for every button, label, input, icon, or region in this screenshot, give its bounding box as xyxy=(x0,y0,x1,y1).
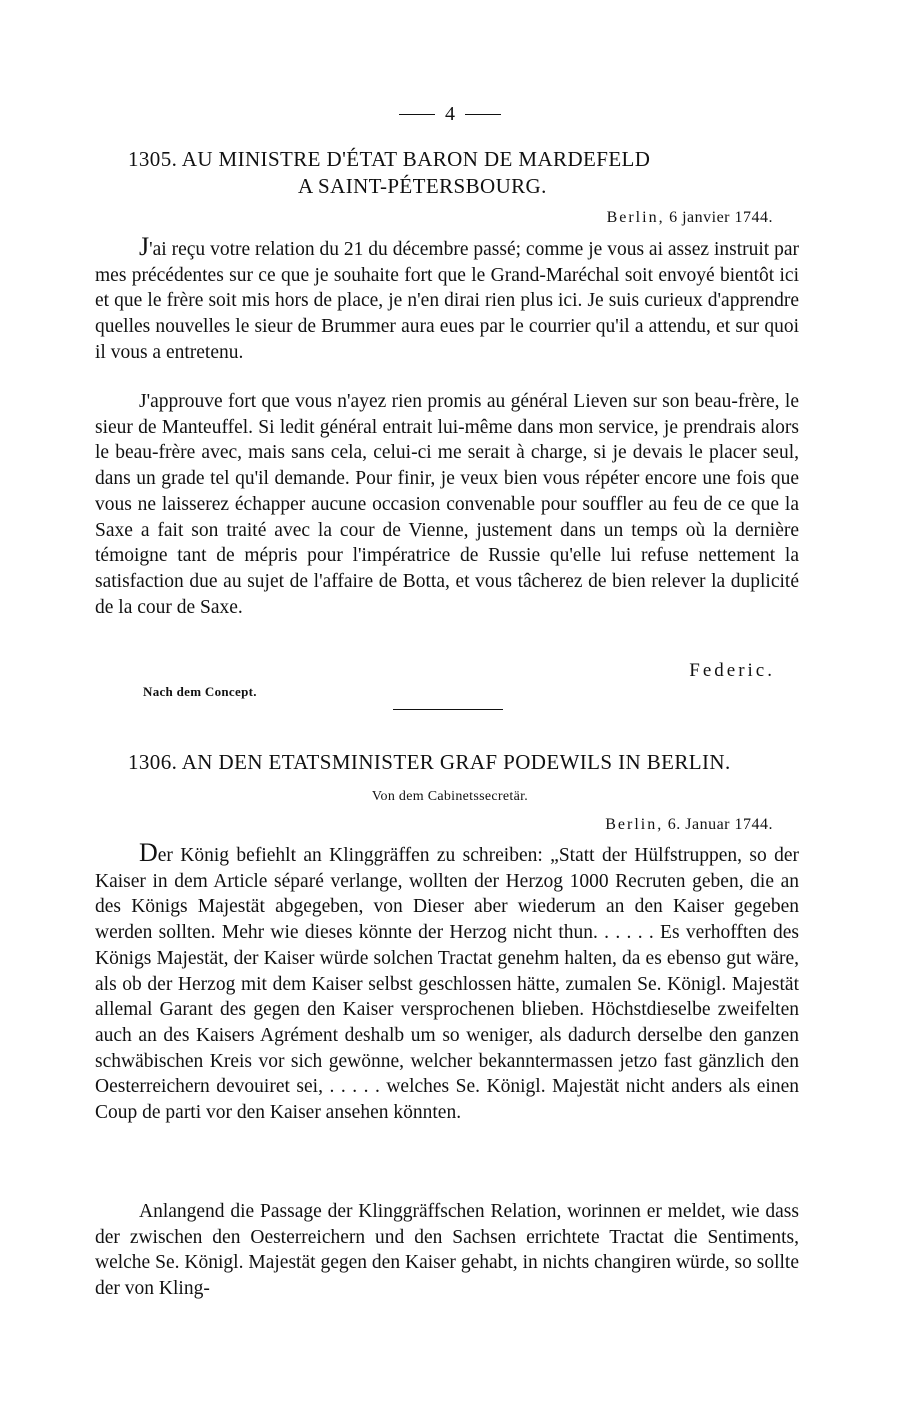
letter-1305-date: 6 janvier 1744. xyxy=(669,209,773,226)
letter-1305-title-text: AU MINISTRE D'ÉTAT BARON DE MARDEFELD xyxy=(181,147,651,171)
letter-1306-initial: D xyxy=(139,838,158,867)
letter-1306-paragraph-1-text: er König befiehlt an Klinggräffen zu schreiben: „Statt der Hülfstruppen, so der Kaiser in dem Article séparé verlange, wollten der Herzog 1000 Recruten geben, die an des Königs Majestät abgegeben, von Dieser aber wiederum an den Kaiser gegeben werden sollten. Mehr wie dieses könnte der Herzog nicht thun. . . . . . Es verhofften des Königs Majestät, der Kaiser würde solchen Tractat genehm halten, da es ebenso gut wäre, als ob der Herzog mit dem Kaiser selbst geschlossen hätte, zumalen Se. Königl. Majestät allemal Garant des gegen den Kaiser versprochenen blieben. Höchstdieselbe zweifelten auch an des Kaisers Agrément deshalb um so weniger, als dadurch derselbe den ganzen schwäbischen Kreis vor sich gewönne, welcher bekanntermassen jetzo fast gänzlich den Oesterreichern devouiret sei, . . . . . welches Se. Königl. Majestät nicht anders als einen Coup de parti vor den Kaiser ansehen könnten. xyxy=(95,845,799,1124)
page-number-text: 4 xyxy=(445,103,455,125)
letter-1305-number: 1305. xyxy=(128,147,178,171)
letter-1305-source-note: Nach dem Concept. xyxy=(143,684,257,699)
letter-1305-title xyxy=(128,146,800,200)
letter-1306-dateline xyxy=(605,816,773,834)
letter-1305-date-place: Berlin, xyxy=(606,209,665,226)
letter-1306-title: 1306. AN DEN ETATSMINISTER GRAF PODEWILS IN BERLIN. xyxy=(128,750,731,774)
letter-1305-dateline xyxy=(607,209,773,227)
letter-1306-date-place: Berlin, xyxy=(605,816,664,833)
letter-1305-title-line1 xyxy=(128,146,800,173)
letter-1305-initial: J xyxy=(139,232,150,261)
letter-1306-paragraph-2: Anlangend die Passage der Klinggräffschen Relation, worinnen er meldet, wie dass der zwischen den Oesterreichern und den Sachsen errichtete Tractat die Sentiments, welche Se. Königl. Majestät gegen den Kaiser gehabt, in nichts changiren würde, so sollte der von Kling- xyxy=(95,1201,799,1300)
letter-1305-paragraph-1-text: 'ai reçu votre relation du 21 du décembre passé; comme je vous ai assez instruit par mes précédentes sur ce que je souhaite fort que le Grand-Maréchal soit envoyé bientôt ici et que le frère soit mis hors de place, je n'en dirai rien plus ici. Je suis curieux d'apprendre quelles nouvelles le sieur de Brummer aura eues par le courrier qu'il a attendu, et sur quoi il vous a entretenu. xyxy=(95,239,799,363)
letter-1306-paragraph-1 xyxy=(95,840,799,1200)
letter-1305-paragraph-1 xyxy=(95,234,799,390)
page-number-left-dash xyxy=(399,114,435,115)
letter-1306-date: 6. Januar 1744. xyxy=(667,816,773,833)
page-number xyxy=(0,103,900,126)
letter-1305-paragraph-2: J'approuve fort que vous n'ayez rien promis au général Lieven sur son beau-frère, le sieur de Manteuffel. Si ledit général entrait lui-même dans mon service, je prendrais alors le beau-frère avec, mais sans cela, celui-ci me serait à charge, si je devais le placer seul, dans un grade tel qu'il demande. Pour finir, je veux bien vous répéter encore une fois que vous ne laisserez échapper aucune occasion convenable pour souffler au feu de ce que la Saxe a fait son traité avec la cour de Vienne, justement dans un temps où la dernière témoigne tant de mépris pour l'impératrice de Russie qu'elle lui refuse nettement la satisfaction due au sujet de l'affaire de Botta, et vous tâcherez de bien relever la duplicité de la cour de Saxe. xyxy=(95,391,799,618)
letter-1305-signature: Federic. xyxy=(689,660,775,681)
letter-1306-subheading: Von dem Cabinetssecretär. xyxy=(371,789,529,804)
page-number-right-dash xyxy=(465,114,501,115)
section-divider xyxy=(393,709,503,710)
letter-1305-title-line2: A SAINT-PÉTERSBOURG. xyxy=(298,174,547,198)
